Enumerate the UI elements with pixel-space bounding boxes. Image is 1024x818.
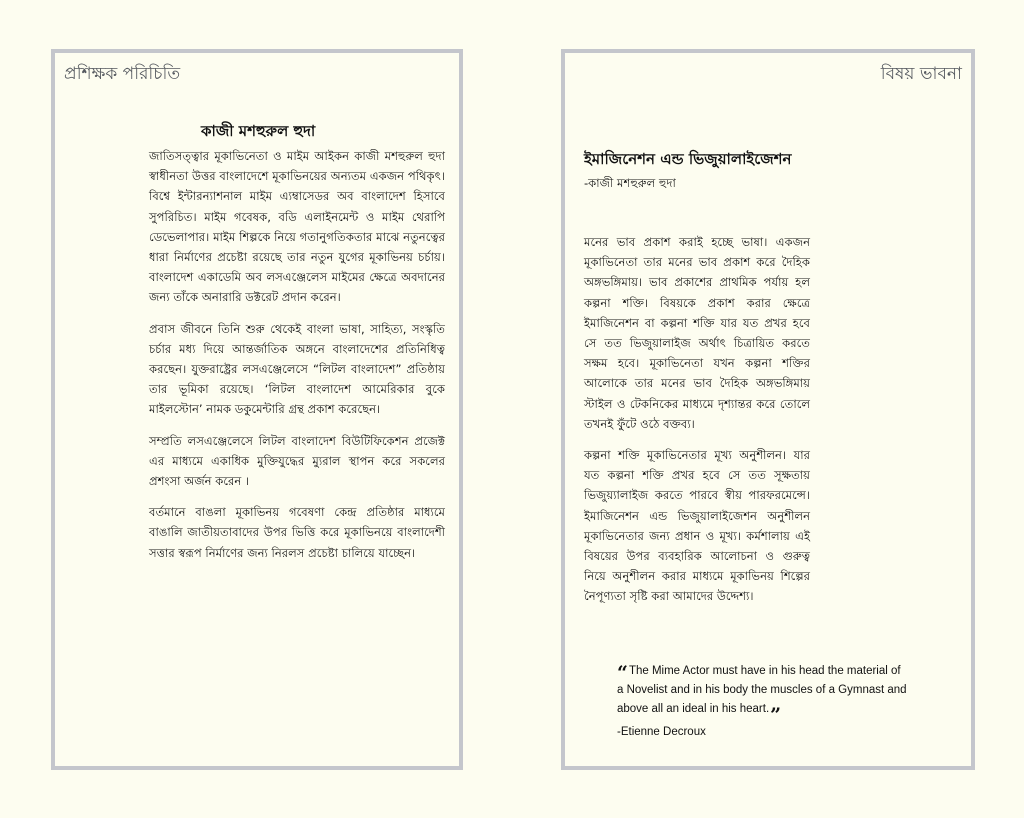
topic-byline: -কাজী মশহুরুল হুদা xyxy=(584,176,676,190)
trainer-bio-article xyxy=(149,120,445,574)
right-page-heading: বিষয় ভাবনা xyxy=(880,64,962,84)
topic-title: ইমাজিনেশন এন্ড ভিজুয়ালাইজেশন xyxy=(584,150,792,168)
topic-article xyxy=(584,148,810,618)
open-quote-mark: “ xyxy=(617,662,628,684)
bio-paragraph: প্রবাস জীবনে তিনি শুরু থেকেই বাংলা ভাষা, সাহিত্য, সংস্কৃতি চর্চার মধ্য দিয়ে আন্তর্জাতিক অঙ্গনে বাংলাদেশের প্রতিনিধিত্ব করছেন। যুক্তরাষ্ট্রের লসএঞ্জেলেসে “লিটল বাংলাদেশ” প্রতিষ্ঠায় তার ভূমিকা রয়েছে। ‘লিটল বাংলাদেশ আমেরিকার বুকে মাইলস্টোন’ নামক ডকুমেন্টারি গ্রন্থ প্রকাশ করেছেন। xyxy=(149,321,445,417)
trainer-name-title: কাজী মশহুরুল হুদা xyxy=(201,122,316,140)
quote-body xyxy=(617,662,907,726)
quote-text: The Mime Actor must have in his head the material of a Novelist and in his body the muscles of a Gymnast and above all an ideal in his heart. xyxy=(617,665,907,715)
bio-paragraph: সম্প্রতি লসএঞ্জেলেসে লিটল বাংলাদেশ বিউটিফিকেশন প্রজেক্ট এর মাধ্যমে একাধিক মুক্তিযুদ্ধের ম্যুরাল স্থাপন করে সকলের প্রশংসা অর্জন করেন । xyxy=(149,433,445,489)
pull-quote xyxy=(617,662,907,742)
bio-paragraph: বর্তমানে বাঙলা মূকাভিনয় গবেষণা কেন্দ্র প্রতিষ্ঠার মাধ্যমে বাঙালি জাতীয়তাবাদের উপর ভিত্তি করে মূকাভিনয়ে বাংলাদেশী সত্তার স্বরূপ নির্মাণের জন্য নিরলস প্রচেষ্টা চালিয়ে যাচ্ছেন। xyxy=(149,505,445,560)
topic-paragraph: মনের ভাব প্রকাশ করাই হচ্ছে ভাষা। একজন মূকাভিনেতা তার মনের ভাব প্রকাশ করে দৈহিক অঙ্গভঙ্গিমায়। ভাব প্রকাশের প্রাথমিক পর্যায় হল কল্পনা শক্তি। বিষয়কে প্রকাশ করার ক্ষেত্রে ইমাজিনেশন বা কল্পনা শক্তি যার যত প্রখর হবে সে তত ভিজুয়ালাইজ অর্থাৎ চিত্রায়িত করতে সক্ষম হবে। মূকাভিনেতা যখন কল্পনা শক্তির আলোকে তার মনের ভাব দৈহিক অঙ্গভঙ্গিমায় স্টাইল ও টেকনিকের মাধ্যমে দৃশ্যান্তর করে তোলে তখনই ফুঁটে ওঠে বক্তব্য। xyxy=(584,235,810,431)
quote-author: -Etienne Decroux xyxy=(617,726,706,738)
topic-paragraph: কল্পনা শক্তি মূকাভিনেতার মূখ্য অনুশীলন। যার যত কল্পনা শক্তি প্রখর হবে সে তত সূক্ষতায় ভিজুয়্যালাইজ করতে পারবে স্বীয় পারফরমেন্সে। ইমাজিনেশন এন্ড ভিজুয়ালাইজেশন অনুশীলন মূকাভিনেতার জন্য প্রধান ও মূখ্য। কর্মশালায় এই বিষয়ের উপর ব্যবহারিক আলোচনা ও গুরুত্ব নিয়ে অনুশীলন করার মাধ্যমে মূকাভিনয় শিল্পের নৈপূণ্যতা সৃষ্টি করা আমাদের উদ্দেশ্য। xyxy=(584,448,810,604)
bio-paragraph: জাতিসত্ত্বার মূকাভিনেতা ও মাইম আইকন কাজী মশহুরুল হুদা স্বাধীনতা উত্তর বাংলাদেশে মূকাভিনয়ের অন্যতম একজন পথিকৃৎ। বিশ্বে ইন্টারন্যাশনাল মাইম এ্যম্বাসেডর অব বাংলাদেশ হিসাবে সুপরিচিত। মাইম গবেষক, বডি এলাইনমেন্ট ও মাইম থেরাপি ডেভেলাপার। মাইম শিল্পকে নিয়ে গতানুগতিকতার মাঝে নতুনত্বের ধারা নির্মাণের প্রচেষ্টা রয়েছে তার নতুন যুগের মূকাভিনয় চর্চায়। বাংলাদেশ একাডেমি অব লসএঞ্জেলেস মাইমের ক্ষেত্রে অবদানের জন্য তাঁকে অনারারি ডক্টরেট প্রদান করেন। xyxy=(149,149,445,305)
close-quote-mark: ” xyxy=(770,704,782,726)
left-page-heading: প্রশিক্ষক পরিচিতি xyxy=(64,64,181,84)
